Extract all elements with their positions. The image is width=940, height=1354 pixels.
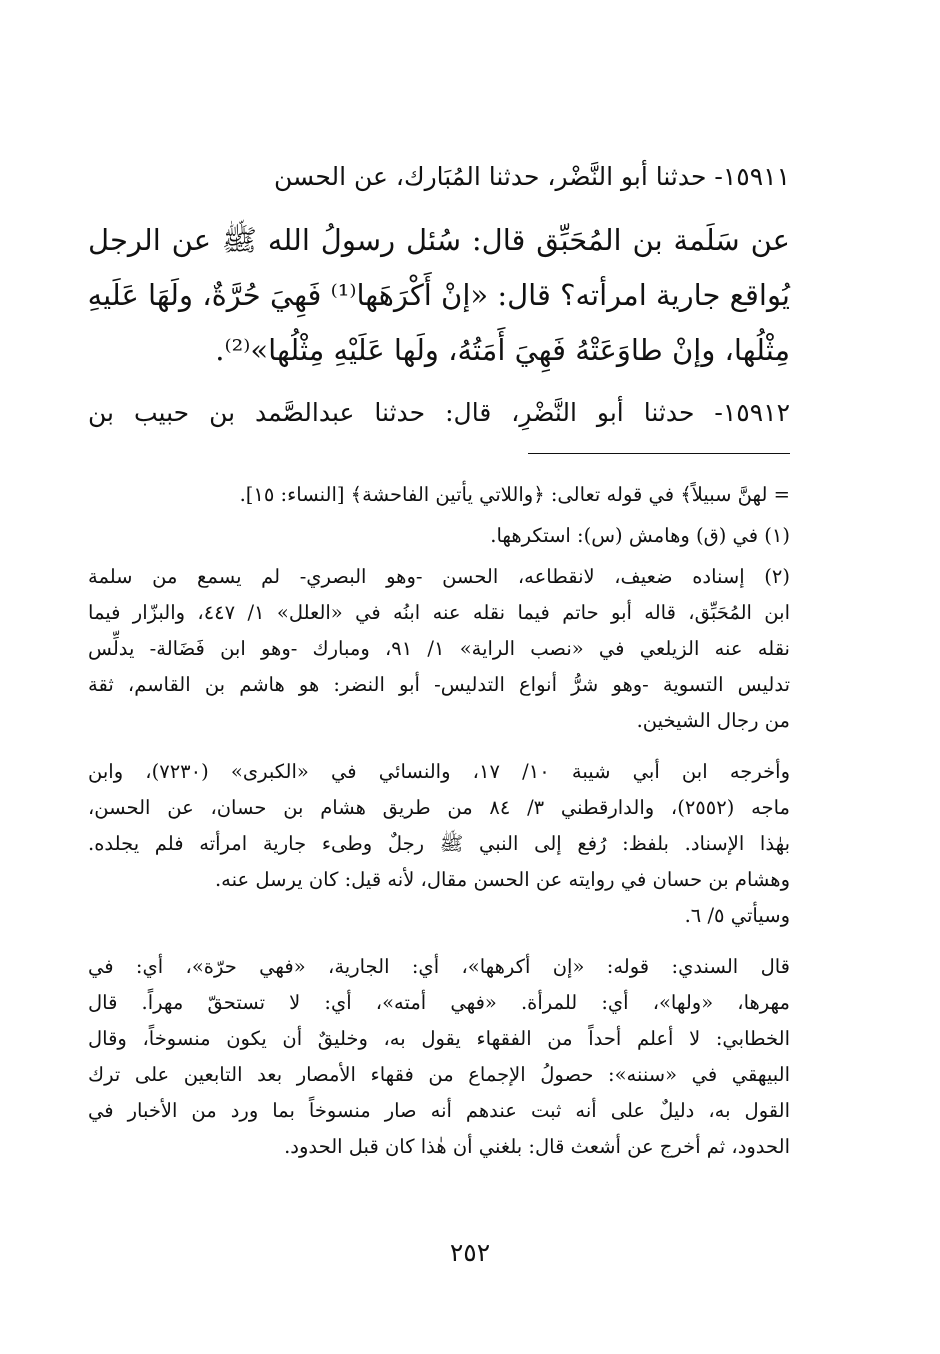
sindi-line-1: قال السندي: قوله: «إن أكرهها»، أي: الجارية، «فهي حرّة»، أي: في xyxy=(88,955,790,978)
sindi-line-6: الحدود، ثم أخرج عن أشعث قال: بلغني أن هٰذا كان قبل الحدود. xyxy=(284,1135,790,1158)
footnote-1: (١) في (ق) وهامش (س): استكرهها. xyxy=(490,524,790,547)
takhrij-line-1: وأخرجه ابن أبي شيبة ١٠/ ١٧، والنسائي في «الكبرى» (٧٢٣٠)، وابن xyxy=(88,760,790,783)
footnote-2-line-1: (٢) إسناده ضعيف، لانقطاعه، الحسن -وهو البصري- لم يسمع من سلمة xyxy=(88,565,790,588)
sindi-line-4: البيهقي في «سننه»: حصولُ الإجماع من فقهاء الأمصار بعد التابعين على ترك xyxy=(88,1063,790,1086)
footnote-2-line-4: تدليس التسوية -وهو شرُّ أنواع التدليس- أبو النضر: هو هاشم بن القاسم، ثقة xyxy=(88,673,790,696)
footnote-2-line-2: ابن المُحَبِّق، قاله أبو حاتم فيما نقله عنه ابنُه في «العلل» ١/ ٤٤٧، والبزّار فيما xyxy=(88,601,790,624)
hadith-15911-text-line-3: مِثْلُها، وإنْ طاوَعَتْهُ فَهِيَ أَمَتُهُ، ولَها عَلَيْهِ مِثْلُها»⁽²⁾. xyxy=(215,333,790,367)
sindi-line-3: الخطابي: لا أعلم أحداً من الفقهاء يقول به، وخليقٌ أن يكون منسوخاً، وقال xyxy=(88,1027,790,1050)
footnote-carryover: = لهنَّ سبيلاً﴾ في قوله تعالى: ﴿واللاتي يأتين الفاحشة﴾ [النساء: ١٥]. xyxy=(239,483,790,506)
hadith-15912-intro: ١٥٩١٢- حدثنا أبو النَّضْرِ، قال: حدثنا عبدالصَّمد بن حبيب بن xyxy=(88,398,790,427)
footnote-2-line-3: نقله عنه الزيلعي في «نصب الراية» ١/ ٩١، ومبارك -وهو ابن فَضَالة- يدلِّس xyxy=(88,637,790,660)
page-number: ٢٥٢ xyxy=(449,1238,491,1267)
sindi-line-2: مهرها، «ولها»، أي: للمرأة. «فهي أمته»، أي: لا تستحقّ مهراً. قال xyxy=(88,991,790,1014)
hadith-15911-intro: ١٥٩١١- حدثنا أبو النَّضْر، حدثنا المُبَارك، عن الحسن xyxy=(274,162,790,191)
takhrij-line-3: بهٰذا الإسناد. بلفظ: رُفع إلى النبي ﷺ رجلٌ وطىء جارية امرأته فلم يجلده. xyxy=(88,832,790,855)
hadith-15911-text-line-2: يُواقع جارية امرأته؟ قال: «إنْ أَكْرَهَها⁽¹⁾ فَهِيَ حُرَّةٌ، ولَهَا عَلَيهِ xyxy=(87,278,790,312)
footnote-separator xyxy=(528,453,790,454)
sindi-line-5: القول به، دليلٌ على أنه ثبت عندهم أنه صار منسوخاً بما ورد من الأخبار في xyxy=(88,1099,790,1122)
takhrij-line-4: وهشام بن حسان في روايته عن الحسن مقال، لأنه قيل: كان يرسل عنه. xyxy=(214,868,790,891)
hadith-15911-text-line-1: عن سَلَمة بن المُحَبِّق قال: سُئل رسولُ الله ﷺ عن الرجل xyxy=(88,223,790,257)
takhrij-line-5: وسيأتي ٥/ ٦. xyxy=(684,904,790,927)
footnote-2-line-5: من رجال الشيخين. xyxy=(636,709,790,732)
takhrij-line-2: ماجه (٢٥٥٢)، والدارقطني ٣/ ٨٤ من طريق هشام بن حسان، عن الحسن، xyxy=(88,796,790,819)
